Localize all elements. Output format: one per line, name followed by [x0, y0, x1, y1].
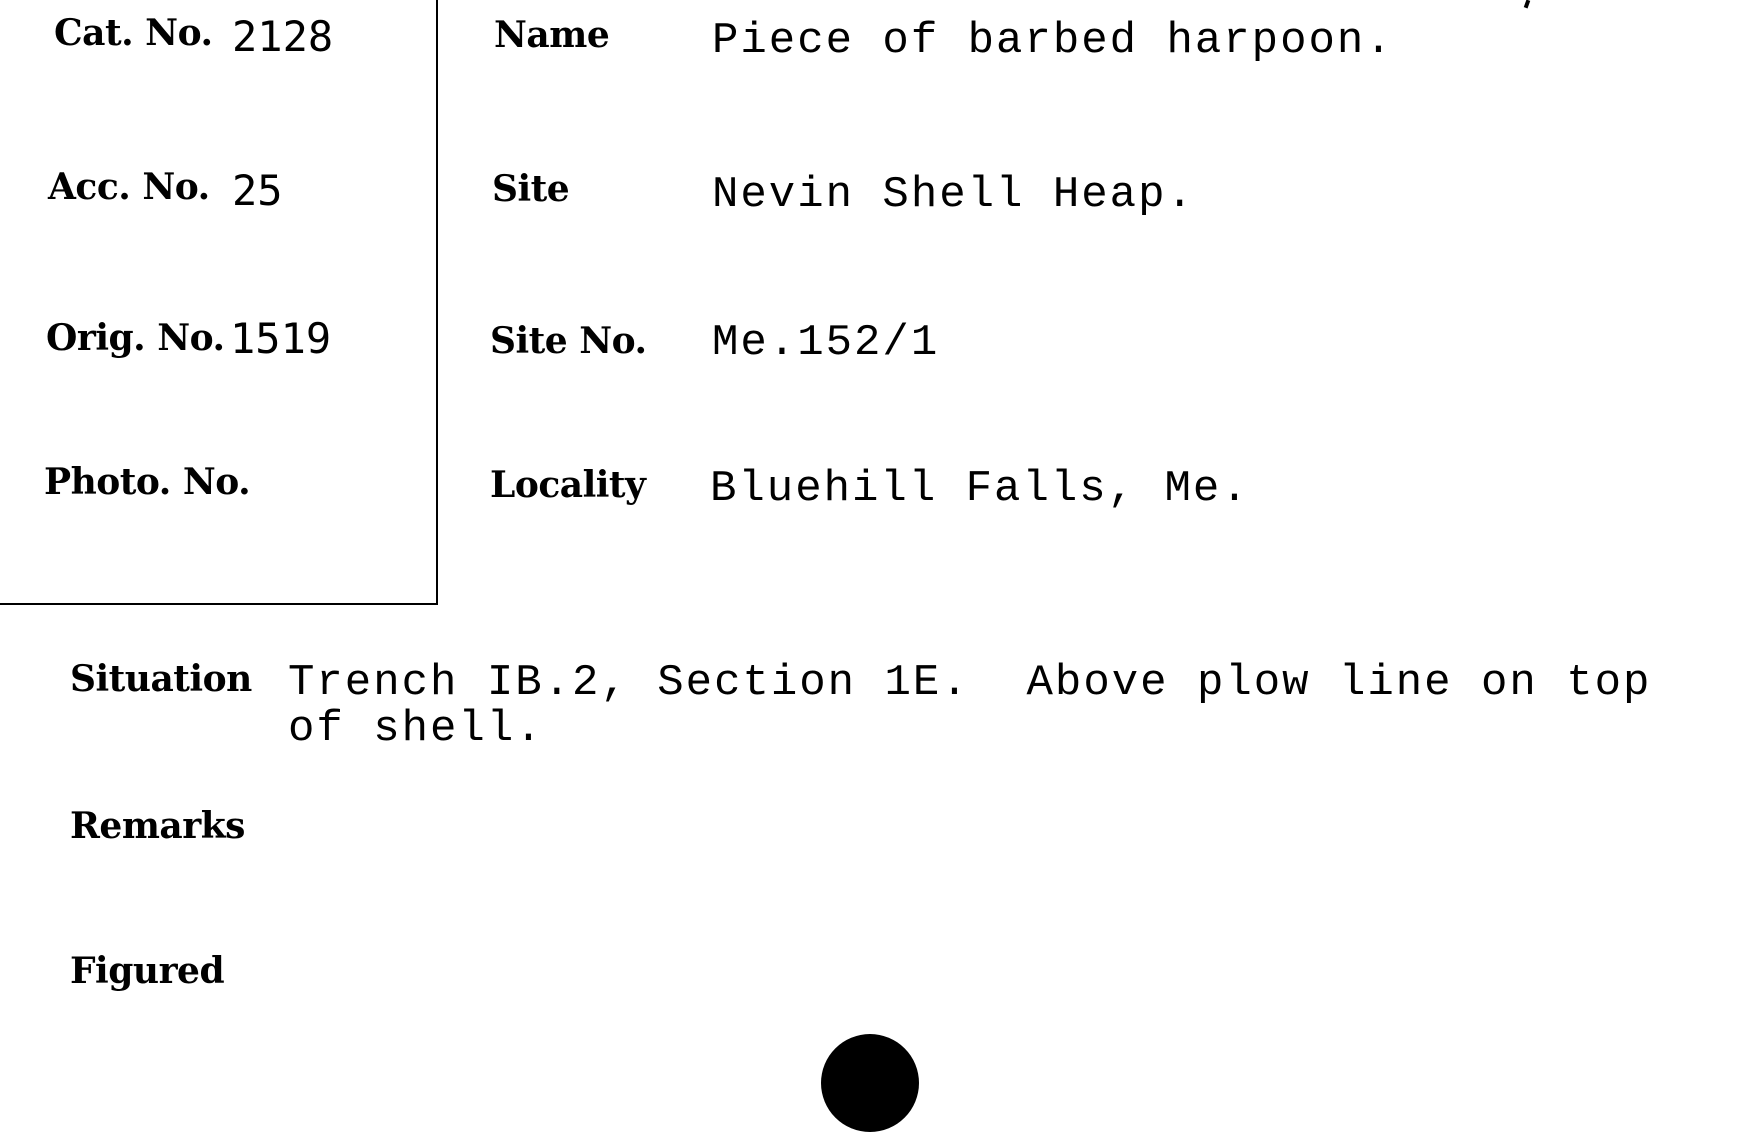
situation-value: Trench IB.2, Section 1E. Above plow line on top of shell. [288, 658, 1652, 754]
locality-label: Locality [490, 464, 646, 506]
situation-label: Situation [70, 658, 252, 700]
cat-no-value: 2128 [232, 12, 334, 61]
site-no-label: Site No. [490, 320, 647, 362]
figured-label: Figured [70, 950, 225, 992]
cat-no-label: Cat. No. [54, 12, 213, 54]
orig-no-value: 1519 [230, 314, 332, 363]
photo-no-label: Photo. No. [44, 461, 251, 503]
site-no-value: Me.152/1 [712, 318, 940, 368]
remarks-label: Remarks [70, 805, 245, 847]
ink-speck [1524, 0, 1530, 8]
box-divider-vertical [436, 0, 438, 605]
acc-no-label: Acc. No. [48, 166, 210, 208]
name-value: Piece of barbed harpoon. [712, 16, 1394, 66]
punch-hole [821, 1034, 919, 1132]
site-label: Site [492, 168, 570, 210]
locality-value: Bluehill Falls, Me. [710, 464, 1250, 514]
site-value: Nevin Shell Heap. [712, 170, 1195, 220]
name-label: Name [494, 14, 610, 56]
orig-no-label: Orig. No. [46, 317, 225, 359]
box-divider-horizontal [0, 603, 438, 605]
acc-no-value: 25 [232, 166, 283, 215]
